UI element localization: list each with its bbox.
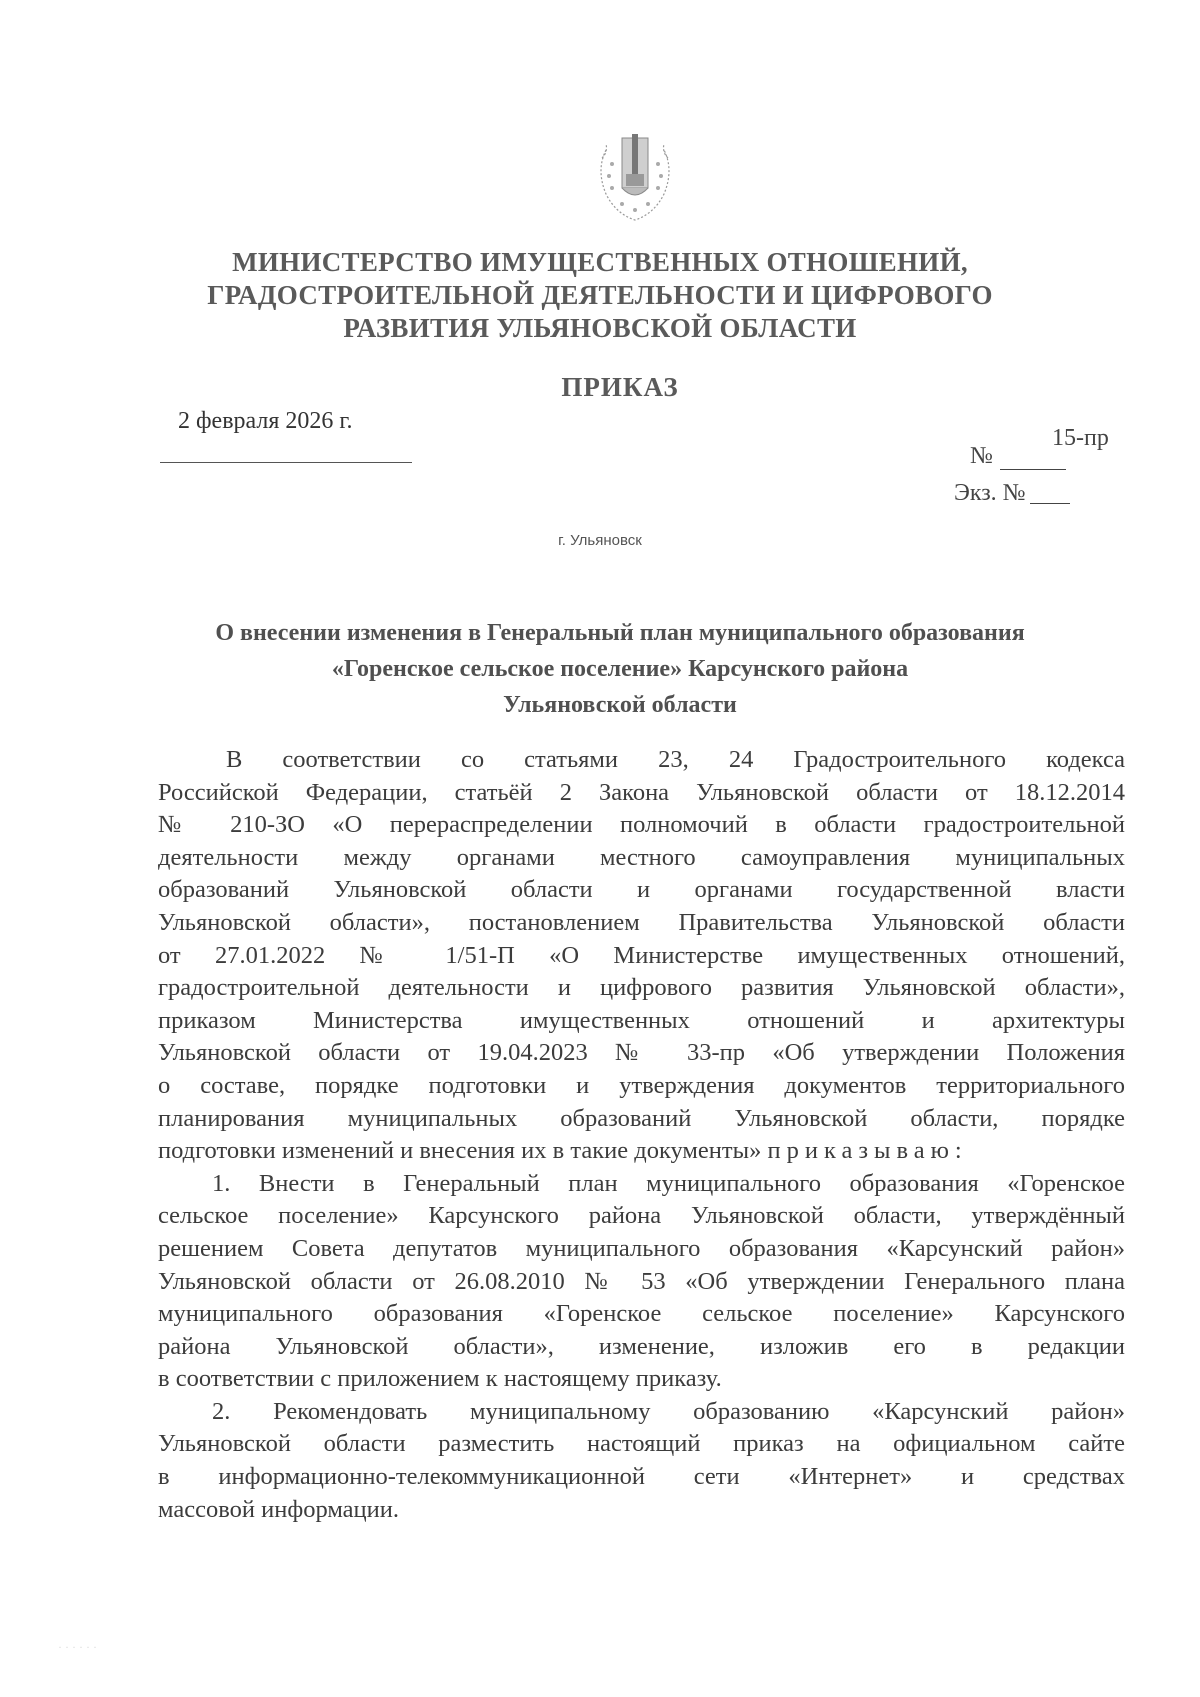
item2-line: массовой информации. (158, 1495, 399, 1523)
item2-line: 2. Рекомендовать муниципальному образованию «Карсунский район» (212, 1397, 1125, 1425)
coat-of-arms-icon (592, 124, 678, 224)
subject-line: Ульяновской области (503, 692, 737, 718)
city: г. Ульяновск (558, 532, 642, 549)
document-type: ПРИКАЗ (561, 372, 679, 402)
item1-line: сельское поселение» Карсунского района Ульяновской области, утверждённый (158, 1202, 1125, 1230)
item1-line: 1. Внести в Генеральный план муниципального образования «Горенское (212, 1169, 1125, 1197)
body-line: от 27.01.2022 № 1/51-П «О Министерстве имущественных отношений, (158, 941, 1125, 969)
body-line: Ульяновской области», постановлением Правительства Ульяновской области (158, 908, 1125, 936)
order-subject (140, 615, 1100, 723)
item1-line: района Ульяновской области», изменение, изложив его в редакции (158, 1332, 1125, 1360)
item1-line: Ульяновской области от 26.08.2010 № 53 «Об утверждении Генерального плана (158, 1267, 1125, 1295)
copy-label: Экз. № (954, 480, 1026, 506)
body-line: планирования муниципальных образований Ульяновской области, порядке (158, 1104, 1125, 1132)
preamble-last: подготовки изменений и внесения их в такие документы» (158, 1137, 762, 1165)
copy-underline (1030, 503, 1070, 504)
item2-line: в информационно-телекоммуникационной сети «Интернет» и средствах (158, 1463, 1125, 1491)
order-word: приказываю: (767, 1137, 968, 1165)
body-line: о составе, порядке подготовки и утверждения документов территориального (158, 1071, 1125, 1099)
body-line (158, 1135, 1125, 1168)
subject-line: «Горенское сельское поселение» Карсунского района (331, 656, 909, 682)
body-line: Ульяновской области от 19.04.2023 № 33-пр «Об утверждении Положения (158, 1039, 1125, 1067)
ministry-line: РАЗВИТИЯ УЛЬЯНОВСКОЙ ОБЛАСТИ (343, 313, 857, 343)
copy-number (954, 480, 1070, 507)
subject-line: О внесении изменения в Генеральный план муниципального образования (215, 620, 1025, 646)
scan-artifact: · · · · · · (58, 1640, 97, 1654)
item1-line: решением Совета депутатов муниципального образования «Карсунский район» (158, 1234, 1125, 1262)
item1-line: в соответствии с приложением к настоящему приказу. (158, 1365, 722, 1393)
ministry-line: МИНИСТЕРСТВО ИМУЩЕСТВЕННЫХ ОТНОШЕНИЙ, (232, 247, 968, 277)
body-line: градостроительной деятельности и цифрового развития Ульяновской области», (158, 974, 1125, 1002)
date-underline (160, 462, 412, 463)
number-value: 15-пр (1052, 425, 1109, 451)
order-date: 2 февраля 2026 г. (178, 408, 353, 434)
item2-line: Ульяновской области разместить настоящий приказ на официальном сайте (158, 1430, 1125, 1458)
item1-line: муниципального образования «Горенское сельское поселение» Карсунского (158, 1300, 1125, 1328)
body-line: Российской Федерации, статьёй 2 Закона Ульяновской области от 18.12.2014 (158, 778, 1125, 806)
ministry-line: ГРАДОСТРОИТЕЛЬНОЙ ДЕЯТЕЛЬНОСТИ И ЦИФРОВОГО (207, 280, 993, 310)
number-label: № (970, 443, 993, 469)
body-line: В соответствии со статьями 23, 24 Градостроительного кодекса (226, 746, 1125, 773)
ministry-name (150, 246, 1050, 345)
order-body (158, 744, 1125, 1526)
body-line: образований Ульяновской области и органами государственной власти (158, 876, 1125, 904)
number-underline (1000, 469, 1066, 470)
body-line: № 210-ЗО «О перераспределении полномочий в области градостроительной (158, 811, 1125, 839)
body-line: деятельности между органами местного самоуправления муниципальных (158, 843, 1125, 871)
body-line: приказом Министерства имущественных отношений и архитектуры (158, 1006, 1125, 1034)
